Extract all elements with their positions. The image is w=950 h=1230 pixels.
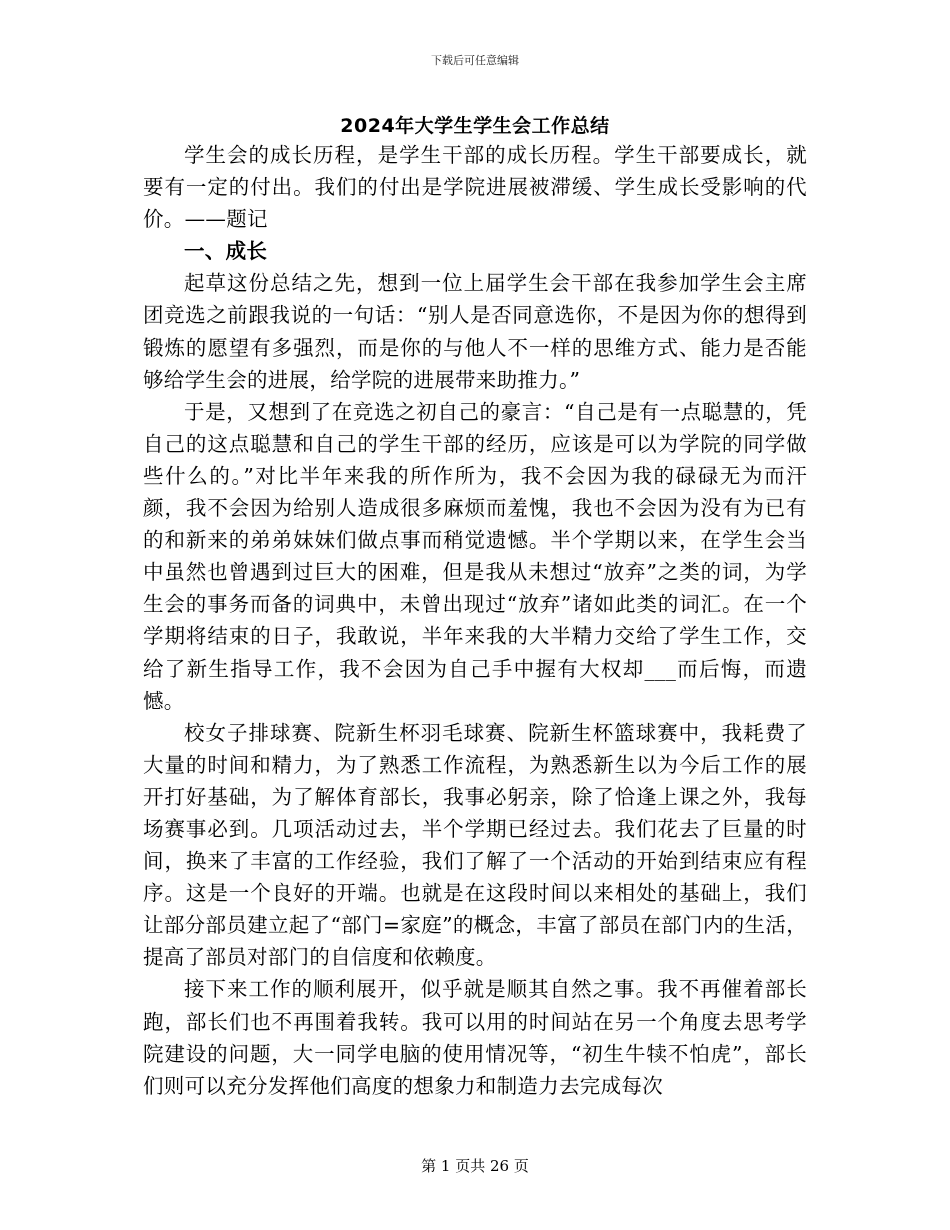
body-paragraph: 起草这份总结之先，想到一位上届学生会干部在我参加学生会主席团竞选之前跟我说的一句话：“别人是否同意选你，不是因为你的想得到锻炼的愿望有多强烈，而是你的与他人不一样的思维方式、能力是否能够给学生会的进展，给学院的进展带来助推力。” [143, 271, 807, 392]
header-note: 下载后可任意编辑 [431, 54, 519, 67]
body-paragraph: 接下来工作的顺利展开，似乎就是顺其自然之事。我不再催着部长跑，部长们也不再围着我转。我可以用的时间站在另一个角度去思考学院建设的问题，大一同学电脑的使用情况等，“初生牛犊不怕虎”，部长们则可以充分发挥他们高度的想象力和制造力去完成每次 [143, 977, 807, 1098]
document-body [143, 139, 807, 1102]
epigraph-paragraph: 学生会的成长历程，是学生干部的成长历程。学生干部要成长，就要有一定的付出。我们的付出是学院进展被滞缓、学生成长受影响的代价。——题记 [143, 143, 807, 232]
body-paragraph: 于是，又想到了在竞选之初自己的豪言：“自己是有一点聪慧的，凭自己的这点聪慧和自己的学生干部的经历，应该是可以为学院的同学做些什么的。”对比半年来我的所作所为，我不会因为我的碌碌无为而汗颜，我不会因为给别人造成很多麻烦而羞愧，我也不会因为没有为已有的和新来的弟弟妹妹们做点事而稍觉遗憾。半个学期以来，在学生会当中虽然也曾遇到过巨大的困难，但是我从未想过“放弃”之类的词，为学生会的事务而备的词典中，未曾出现过“放弃”诸如此类的词汇。在一个学期将结束的日子，我敢说，半年来我的大半精力交给了学生工作，交给了新生指导工作，我不会因为自己手中握有大权却___而后悔，而遗憾。 [143, 399, 807, 713]
section-heading: 一、成长 [184, 239, 268, 264]
body-paragraph: 校女子排球赛、院新生杯羽毛球赛、院新生杯篮球赛中，我耗费了大量的时间和精力，为了熟悉工作流程，为熟悉新生以为今后工作的展开打好基础，为了解体育部长，我事必躬亲，除了恰逢上课之外，我每场赛事必到。几项活动过去，半个学期已经过去。我们花去了巨量的时间，换来了丰富的工作经验，我们了解了一个活动的开始到结束应有程序。这是一个良好的开端。也就是在这段时间以来相处的基础上，我们让部分部员建立起了“部门=家庭”的概念，丰富了部员在部门内的生活，提高了部员对部门的自信度和依赖度。 [143, 720, 807, 970]
page-footer: 第 1 页共 26 页 [421, 1157, 529, 1175]
document-title: 2024年大学生学生会工作总结 [340, 115, 610, 137]
